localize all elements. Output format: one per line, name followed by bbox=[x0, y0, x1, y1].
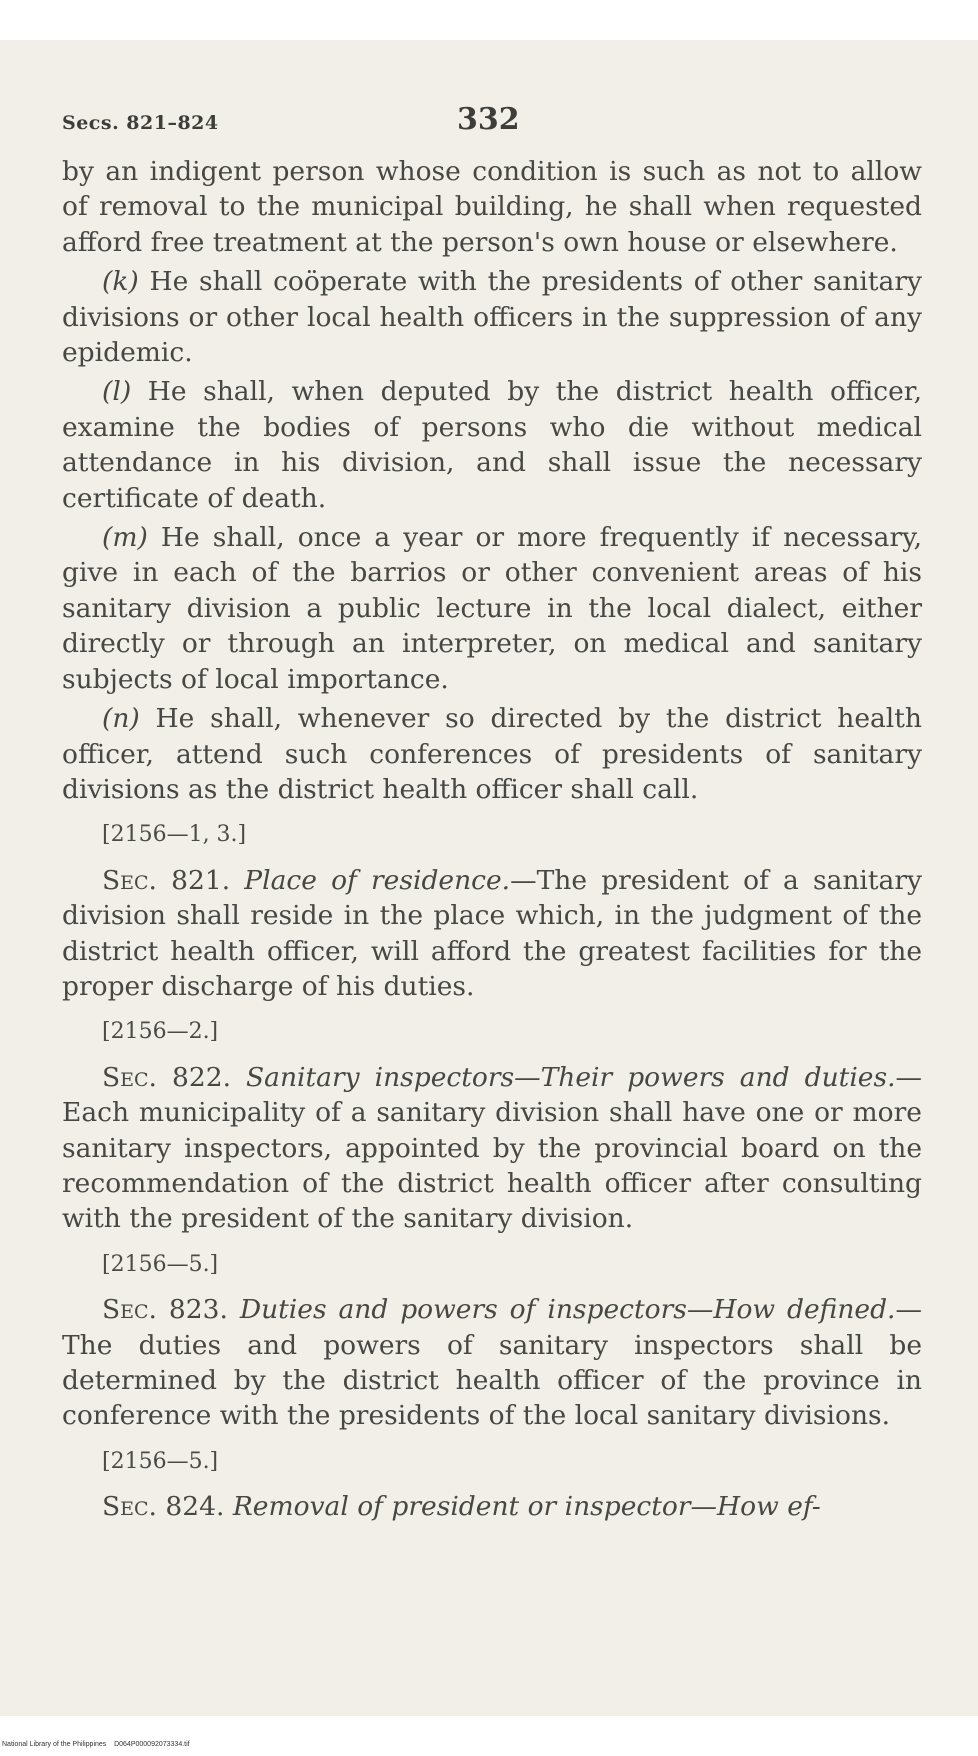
clause-text: He shall, once a year or more frequently if necessary, give in each of the barrios or other convenient areas of his sanitary division a public lecture in the local dialect, either directly or through an interpreter, on medical and sanitary subjects of local importance. bbox=[62, 522, 922, 695]
page-content bbox=[62, 98, 922, 1529]
clause-mark: (k) bbox=[102, 266, 139, 298]
paragraph-m bbox=[62, 520, 922, 697]
body-text bbox=[62, 154, 922, 1525]
section-823 bbox=[62, 1292, 922, 1434]
section-catchline: Sanitary inspectors—Their powers and duties. bbox=[231, 1061, 896, 1093]
clause-mark: (m) bbox=[102, 522, 148, 554]
running-head bbox=[62, 98, 922, 148]
section-text: —The duties and powers of sanitary inspectors shall be determined by the district health officer of the province in conference with the presidents of the local sanitary divisions. bbox=[62, 1294, 922, 1432]
section-text: —The president of a sanitary division shall reside in the place which, in the judgment of the district health officer, will afford the greatest facilities for the proper discharge of his duties. bbox=[62, 864, 922, 1002]
section-824 bbox=[62, 1489, 922, 1524]
clause-mark: (l) bbox=[102, 376, 132, 408]
scan-id: D064P000092073334.tif bbox=[114, 1741, 190, 1748]
scanned-page bbox=[0, 40, 978, 1716]
citation: [2156—5.] bbox=[102, 1251, 219, 1277]
library-credit: National Library of the Philippines bbox=[2, 1741, 107, 1748]
citation: [2156—2.] bbox=[102, 1019, 219, 1045]
section-catchline: Removal of president or inspector—How ef- bbox=[224, 1491, 821, 1523]
scan-footer bbox=[2, 1741, 190, 1748]
section-range: Secs. 821–824 bbox=[62, 112, 219, 134]
citation: [2156—1, 3.] bbox=[102, 822, 247, 848]
section-822 bbox=[62, 1060, 922, 1237]
clause-text: He shall, when deputed by the district health officer, examine the bodies of persons who die without medical attendance in his division, and shall issue the necessary certificate of death. bbox=[62, 376, 922, 514]
citation: [2156—5.] bbox=[102, 1448, 219, 1474]
clause-text: He shall, whenever so directed by the district health officer, attend such conferences of presidents of sanitary divisions as the district health officer shall call. bbox=[62, 703, 922, 805]
section-821 bbox=[62, 863, 922, 1005]
paragraph-k bbox=[62, 264, 922, 370]
paragraph-l bbox=[62, 374, 922, 516]
page-number: 332 bbox=[457, 102, 520, 137]
section-catchline: Duties and powers of inspectors—How defined. bbox=[227, 1294, 896, 1326]
clause-text: He shall coöperate with the presidents of other sanitary divisions or other local health officers in the suppression of any epidemic. bbox=[62, 266, 922, 369]
section-label: Sec. 824. bbox=[102, 1491, 225, 1523]
section-text: —Each municipality of a sanitary division shall have one or more sanitary inspectors, appointed by the provincial board on the recommendation of the district health officer after consulting with the president of the sanitary division. bbox=[62, 1061, 922, 1235]
continuation-paragraph: by an indigent person whose condition is such as not to allow of removal to the municipal building, he shall when requested afford free treatment at the person's own house or elsewhere. bbox=[62, 156, 922, 258]
paragraph-n bbox=[62, 701, 922, 807]
clause-mark: (n) bbox=[102, 703, 140, 735]
section-label: Sec. 821. bbox=[102, 864, 231, 896]
section-label: Sec. 823. bbox=[102, 1294, 228, 1326]
section-catchline: Place of residence. bbox=[230, 864, 511, 896]
section-label: Sec. 822. bbox=[102, 1061, 232, 1093]
